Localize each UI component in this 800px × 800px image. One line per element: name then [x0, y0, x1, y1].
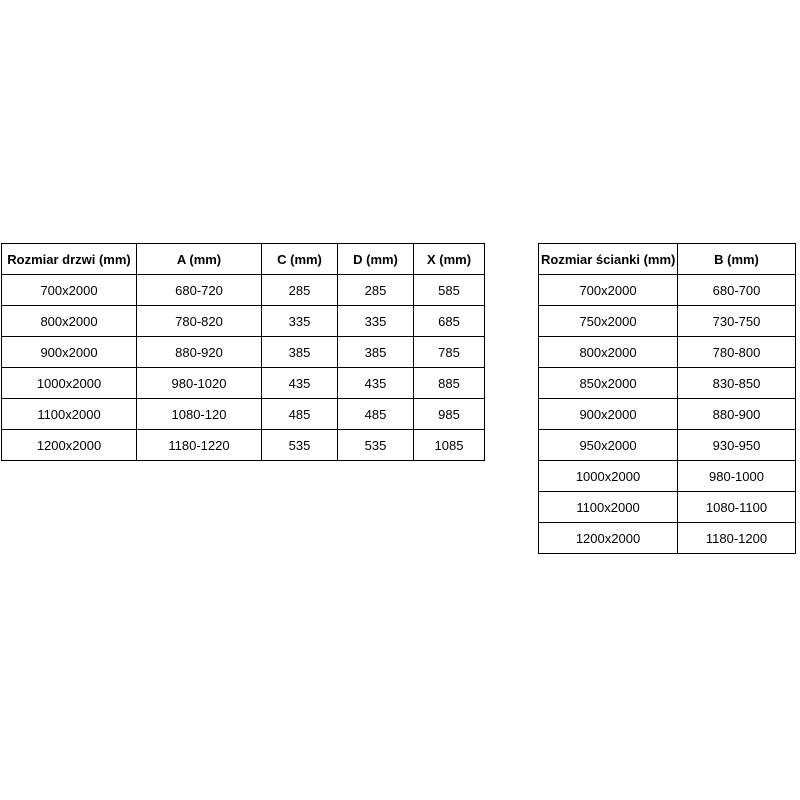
table-cell: 335 — [262, 306, 338, 337]
wall-sizes-header-row — [539, 244, 796, 275]
table-row — [539, 523, 796, 554]
table-cell: 785 — [414, 337, 485, 368]
wall-sizes-table — [538, 243, 796, 554]
table-cell: 385 — [262, 337, 338, 368]
table-row — [539, 399, 796, 430]
table-row — [539, 461, 796, 492]
table-row — [539, 368, 796, 399]
table-cell: 1000x2000 — [539, 461, 678, 492]
table-cell: 980-1000 — [678, 461, 796, 492]
table-cell: 830-850 — [678, 368, 796, 399]
table-cell: 1180-1200 — [678, 523, 796, 554]
table-row — [539, 275, 796, 306]
table-cell: 385 — [338, 337, 414, 368]
table-cell: 1085 — [414, 430, 485, 461]
table-cell: 800x2000 — [2, 306, 137, 337]
table-cell: 1180-1220 — [137, 430, 262, 461]
table-cell: 950x2000 — [539, 430, 678, 461]
table-cell: 285 — [338, 275, 414, 306]
table-row — [2, 337, 485, 368]
table-cell: 435 — [262, 368, 338, 399]
table-cell: 930-950 — [678, 430, 796, 461]
table-cell: 285 — [262, 275, 338, 306]
table-row — [539, 430, 796, 461]
table-cell: 1000x2000 — [2, 368, 137, 399]
column-header: C (mm) — [262, 244, 338, 275]
table-row — [2, 430, 485, 461]
table-cell: 485 — [338, 399, 414, 430]
table-row — [2, 275, 485, 306]
table-row — [539, 337, 796, 368]
table-cell: 1200x2000 — [539, 523, 678, 554]
table-cell: 1100x2000 — [2, 399, 137, 430]
column-header: A (mm) — [137, 244, 262, 275]
table-cell: 485 — [262, 399, 338, 430]
column-header: B (mm) — [678, 244, 796, 275]
door-sizes-header-row — [2, 244, 485, 275]
table-cell: 680-700 — [678, 275, 796, 306]
table-cell: 880-920 — [137, 337, 262, 368]
table-cell: 535 — [262, 430, 338, 461]
table-cell: 885 — [414, 368, 485, 399]
table-cell: 780-820 — [137, 306, 262, 337]
table-row — [2, 368, 485, 399]
table-cell: 1080-120 — [137, 399, 262, 430]
table-cell: 1200x2000 — [2, 430, 137, 461]
table-cell: 900x2000 — [539, 399, 678, 430]
table-row — [2, 306, 485, 337]
column-header: X (mm) — [414, 244, 485, 275]
table-cell: 685 — [414, 306, 485, 337]
column-header: D (mm) — [338, 244, 414, 275]
table-cell: 1100x2000 — [539, 492, 678, 523]
table-cell: 435 — [338, 368, 414, 399]
table-cell: 985 — [414, 399, 485, 430]
table-cell: 980-1020 — [137, 368, 262, 399]
table-cell: 750x2000 — [539, 306, 678, 337]
table-cell: 730-750 — [678, 306, 796, 337]
table-cell: 335 — [338, 306, 414, 337]
table-cell: 900x2000 — [2, 337, 137, 368]
table-row — [539, 492, 796, 523]
table-row — [539, 306, 796, 337]
door-sizes-table — [1, 243, 485, 461]
table-cell: 535 — [338, 430, 414, 461]
table-cell: 850x2000 — [539, 368, 678, 399]
column-header: Rozmiar ścianki (mm) — [539, 244, 678, 275]
table-cell: 800x2000 — [539, 337, 678, 368]
table-cell: 780-800 — [678, 337, 796, 368]
table-cell: 585 — [414, 275, 485, 306]
table-row — [2, 399, 485, 430]
table-cell: 700x2000 — [539, 275, 678, 306]
table-cell: 680-720 — [137, 275, 262, 306]
table-cell: 880-900 — [678, 399, 796, 430]
table-cell: 700x2000 — [2, 275, 137, 306]
table-cell: 1080-1100 — [678, 492, 796, 523]
column-header: Rozmiar drzwi (mm) — [2, 244, 137, 275]
